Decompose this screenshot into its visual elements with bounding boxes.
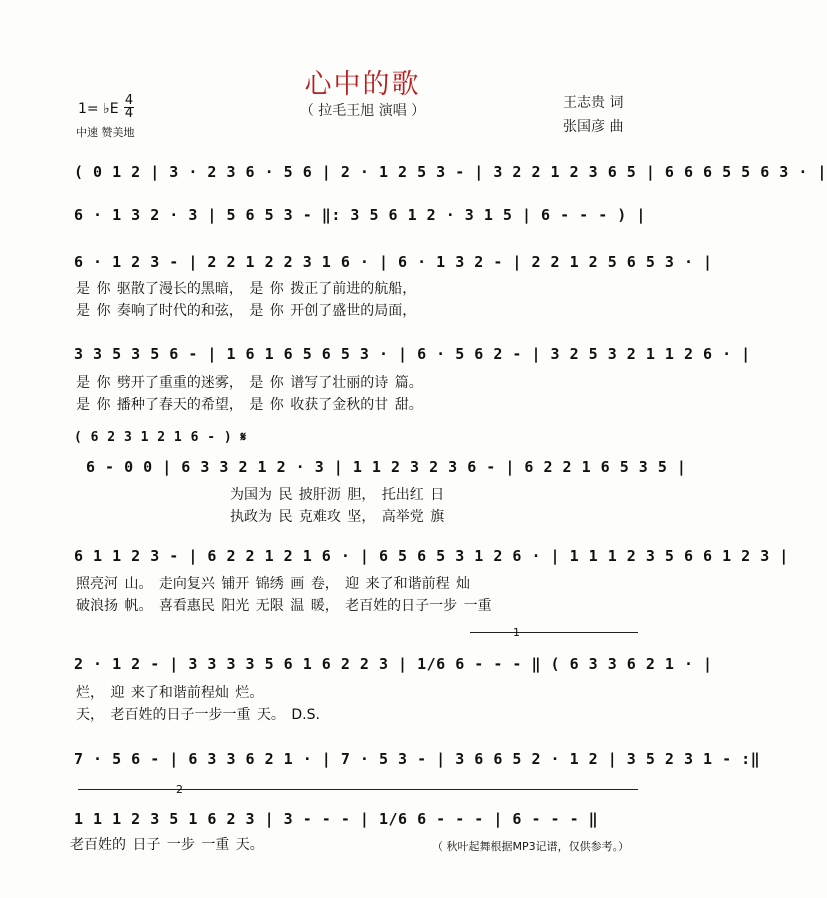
time-signature xyxy=(124,95,134,120)
page-title: 心中的歌 xyxy=(304,69,421,100)
transcription-note: （ 秋叶起舞根据MP3记谱，仅供参考。） xyxy=(432,840,630,853)
lyrics-row-3-verse-1: 是 你 驱散了漫长的黑暗， 是 你 拨正了前进的航船， xyxy=(76,281,417,297)
lyricist-credit: 王志贵 词 xyxy=(563,95,624,111)
notation-row-9: 1 1 1 2 3 5 1 6 2 3 | 3 - - - | 1/6 6 - - - | 6 - - - ‖ xyxy=(74,810,599,828)
interlude-notation: ( 6 2 3 1 2 1 6 - ) 𝄋 xyxy=(74,430,247,445)
lyrics-row-7-verse-1: 烂， 迎 来了和谐前程灿 烂。 xyxy=(76,685,264,701)
tempo-marking: 中速 赞美地 xyxy=(76,126,135,139)
notation-row-7: 2 · 1 2 - | 3 3 3 3 5 6 1 6 2 2 3 | 1/6 6 - - - ‖ ( 6 3 3 6 2 1 · | xyxy=(74,655,713,673)
lyrics-row-7-verse-2: 天， 老百姓的日子一步一重 天。 D.S. xyxy=(76,707,320,723)
volta-bracket-1 xyxy=(470,632,638,633)
notation-row-6: 6 1 1 2 3 - | 6 2 2 1 2 1 6 · | 6 5 6 5 3 1 2 6 · | 1 1 1 2 3 5 6 6 1 2 3 | xyxy=(74,547,789,565)
volta-number-1: 1 xyxy=(513,626,520,639)
lyrics-row-5-verse-1: 为国为 民 披肝沥 胆， 托出红 日 xyxy=(230,487,445,503)
performer-subtitle: （ 拉毛王旭 演唱 ） xyxy=(299,103,426,119)
notation-row-1: ( 0 1 2 | 3 · 2 3 6 · 5 6 | 2 · 1 2 5 3 - | 3 2 2 1 2 3 6 5 | 6 6 6 5 5 6 3 · | xyxy=(74,163,827,181)
time-sig-bottom: 4 xyxy=(124,106,134,121)
lyrics-row-4-verse-2: 是 你 播种了春天的希望， 是 你 收获了金秋的甘 甜。 xyxy=(76,397,423,413)
composer-credit: 张国彦 曲 xyxy=(563,119,624,135)
volta-number-2: 2 xyxy=(176,783,183,796)
notation-row-4: 3 3 5 3 5 6 - | 1 6 1 6 5 6 5 3 · | 6 · 5 6 2 - | 3 2 5 3 2 1 1 2 6 · | xyxy=(74,345,751,363)
lyrics-row-3-verse-2: 是 你 奏响了时代的和弦， 是 你 开创了盛世的局面， xyxy=(76,303,417,319)
time-sig-top: 4 xyxy=(124,93,134,108)
volta-bracket-2 xyxy=(78,789,638,790)
notation-row-2: 6 · 1 3 2 · 3 | 5 6 5 3 - ‖: 3 5 6 1 2 · 3 1 5 | 6 - - - ) | xyxy=(74,206,646,224)
notation-row-8: 7 · 5 6 - | 6 3 3 6 2 1 · | 7 · 5 3 - | 3 6 6 5 2 · 1 2 | 3 5 2 3 1 - :‖ xyxy=(74,750,761,768)
lyrics-row-6-verse-1: 照亮河 山。 走向复兴 铺开 锦绣 画 卷， 迎 来了和谐前程 灿 xyxy=(76,576,471,592)
lyrics-row-4-verse-1: 是 你 劈开了重重的迷雾， 是 你 谱写了壮丽的诗 篇。 xyxy=(76,375,423,391)
lyrics-row-5-verse-2: 执政为 民 克难攻 坚， 高举党 旗 xyxy=(230,509,445,525)
key-signature: 1= ♭E xyxy=(78,101,119,117)
lyrics-row-6-verse-2: 破浪扬 帆。 喜看惠民 阳光 无限 温 暖， 老百姓的日子一步 一重 xyxy=(76,598,492,614)
notation-row-5: 6 - 0 0 | 6 3 3 2 1 2 · 3 | 1 1 2 3 2 3 6 - | 6 2 2 1 6 5 3 5 | xyxy=(86,458,687,476)
notation-row-3: 6 · 1 2 3 - | 2 2 1 2 2 3 1 6 · | 6 · 1 3 2 - | 2 2 1 2 5 6 5 3 · | xyxy=(74,253,713,271)
lyrics-row-9: 老百姓的 日子 一步 一重 天。 xyxy=(70,837,264,853)
